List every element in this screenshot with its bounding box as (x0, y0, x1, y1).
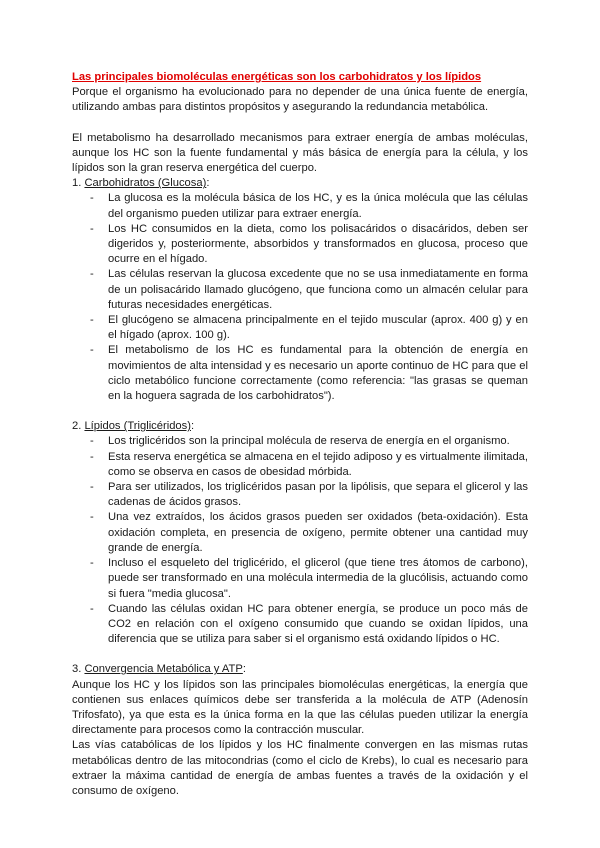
metabolism-intro-paragraph: El metabolismo ha desarrollado mecanismos para extraer energía de ambas moléculas, aunque los HC son la fuente fundamental y más básica de energía para la célula, y los lípidos son la gran reserva energética del cuerpo. (72, 131, 528, 175)
section-3-heading (72, 662, 528, 677)
list-item: - Las células reservan la glucosa excedente que no se usa inmediatamente en forma de un polisacárido llamado glucógeno, que funciona como un almacén celular para futuras necesidades energéticas. (108, 267, 528, 313)
list-item: - El metabolismo de los HC es fundamental para la obtención de energía en movimientos de alta intensidad y es necesario un aporte continuo de HC para que el ciclo metabólico funcione correctamente (como referencia: "las grasas se queman en la hoguera sagrada de los carbohidratos"). (108, 343, 528, 404)
list-item: - Los HC consumidos en la dieta, como los polisacáridos o disacáridos, deben ser digeridos y, posteriormente, absorbidos y transformados en glucosa, proceso que ocurre en el hígado. (108, 222, 528, 268)
section-3-title: Convergencia Metabólica y ATP (84, 663, 243, 676)
section-1-heading (72, 176, 528, 191)
list-item: - Incluso el esqueleto del triglicérido, el glicerol (que tiene tres átomos de carbono), puede ser transformado en una molécula intermedia de la glucólisis, actuando como si fuera "media glucosa". (108, 556, 528, 602)
section-2-heading (72, 419, 528, 434)
section-2-list (72, 434, 528, 647)
section-3-paragraph: Aunque los HC y los lípidos son las principales biomoléculas energéticas, la energía que contienen sus enlaces químicos debe ser transferida a la molécula de ATP (Adenosín Trifosfato), ya que esta es la única forma en la que las células pueden utilizar la energía directamente para procesos como la contracción muscular. (72, 678, 528, 737)
section-1-colon: : (206, 177, 210, 190)
section-2-title: Lípidos (Triglicéridos) (84, 420, 191, 433)
section-1-title: Carbohidratos (Glucosa) (84, 177, 207, 190)
section-1-number: 1. (72, 177, 85, 190)
intro-paragraph: Porque el organismo ha evolucionado para no depender de una única fuente de energía, utilizando ambas para distintos propósitos y asegurando la redundancia metabólica. (72, 86, 528, 114)
document-page (72, 70, 528, 799)
document-title: Las principales biomoléculas energéticas son los carbohidratos y los lípidos (72, 71, 482, 83)
list-item: - Los triglicéridos son la principal molécula de reserva de energía en el organismo. (108, 434, 528, 449)
spacer (72, 404, 528, 419)
section-1-list (72, 191, 528, 404)
list-item: - Para ser utilizados, los triglicéridos pasan por la lipólisis, que separa el glicerol y las cadenas de ácidos grasos. (108, 480, 528, 510)
list-item: - Una vez extraídos, los ácidos grasos pueden ser oxidados (beta-oxidación). Esta oxidación completa, en presencia de oxígeno, permite obtener una cantidad muy grande de energía. (108, 510, 528, 556)
spacer (72, 647, 528, 662)
list-item: - Cuando las células oxidan HC para obtener energía, se produce un poco más de CO2 en relación con el oxígeno consumido que cuando se oxidan lípidos, una diferencia que se utiliza para saber si el organismo está oxidando lípidos o HC. (108, 602, 528, 648)
list-item: - La glucosa es la molécula básica de los HC, y es la única molécula que las células del organismo pueden utilizar para extraer energía. (108, 191, 528, 221)
spacer (72, 116, 528, 131)
section-3-paragraph: Las vías catabólicas de los lípidos y los HC finalmente convergen en las mismas rutas metabólicas dentro de las mitocondrias (como el ciclo de Krebs), lo cual es necesario para extraer la máxima cantidad de energía de ambas fuentes a través de la oxidación y el consumo de oxígeno. (72, 739, 528, 797)
section-2-number: 2. (72, 420, 85, 433)
section-3-colon: : (242, 663, 246, 676)
list-item: - Esta reserva energética se almacena en el tejido adiposo y es virtualmente ilimitada, como se observa en casos de obesidad mórbida. (108, 450, 528, 480)
section-3-number: 3. (72, 663, 85, 676)
section-2-colon: : (190, 420, 195, 433)
list-item: - El glucógeno se almacena principalmente en el tejido muscular (aprox. 400 g) y en el hígado (aprox. 100 g). (108, 313, 528, 343)
